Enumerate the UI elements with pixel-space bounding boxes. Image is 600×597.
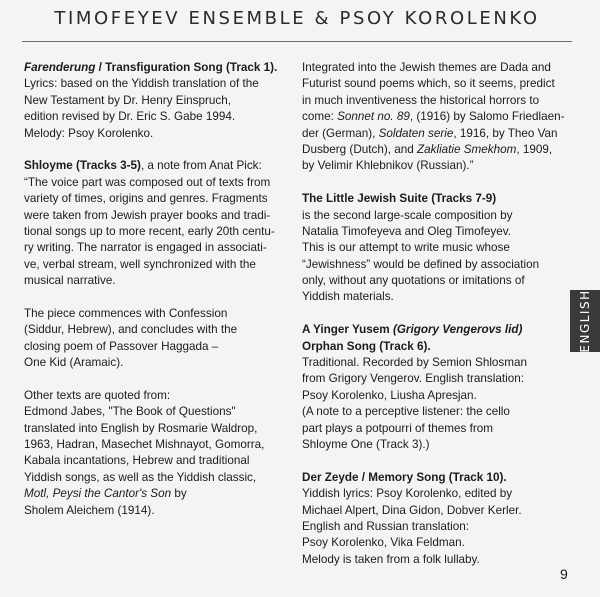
orphan-song-section: A Yinger Yusem (Grigory Vengerovs lid) Orphan Song (Track 6). Traditional. Recorded by Semion Shlosman from Grigory Vengerov. English translation: Psoy Korolenko, Liusha Apresjan. (A note to a perceptive listener: the cello part plays a potpourri of themes from Shloyme One (Track 3).) (302, 322, 562, 453)
page-header-title: TIMOFEYEV ENSEMBLE & PSOY KOROLENKO (54, 8, 540, 29)
language-tab-label: ENGLISH (578, 289, 592, 353)
confession-paragraph: The piece commences with Confession (Siddur, Hebrew), and concludes with the closing poem of Passover Haggada – One Kid (Aramaic). (24, 306, 238, 370)
page-number: 9 (560, 566, 568, 582)
memory-song-section: Der Zeyde / Memory Song (Track 10). Yiddish lyrics: Psoy Korolenko, edited by Michael Alpert, Dina Gidon, Dobver Kerler. English and Russian translation: Psoy Korolenko, Vika Feldman. Melody is taken from a folk lullaby. (302, 470, 562, 568)
right-column (302, 60, 565, 585)
shloyme-title: Shloyme (Tracks 3-5), a note from Anat Pick: (24, 159, 262, 173)
language-tab (570, 290, 600, 352)
left-column (24, 60, 284, 535)
farenderung-title: Farenderung / Transfiguration Song (Track 1). (24, 61, 278, 74)
der-zeyde-title: Der Zeyde / Memory Song (Track 10). (302, 470, 507, 484)
shloyme-section: Shloyme (Tracks 3-5), a note from Anat Pick: “The voice part was composed out of texts from variety of times, origins and genres. Fragments were taken from Jewish prayer books and tradi- tional songs up to more recent, early 20th centu- ry writing. The narrator is engaged in associati- ve, verbal stream, well synchronized with the musical narrative. (24, 158, 284, 289)
orphan-song-title: Orphan Song (Track 6). (302, 339, 431, 353)
farenderung-section: Farenderung / Transfiguration Song (Track 1). Lyrics: based on the Yiddish translation of the New Testament by Dr. Henry Einspruch, edition revised by Dr. Eric S. Gabe 1994. Melody: Psoy Korolenko. (24, 60, 284, 142)
header-rule (22, 41, 572, 42)
other-texts-paragraph: Other texts are quoted from: Edmond Jabes, "The Book of Questions" translated into English by Rosmarie Waldrop, 1963, Hadran, Masechet Mishnayot, Gomorra, Kabala incantations, Hebrew and traditional Yiddish songs, as well as the Yiddish classic, Motl, Peysi the Cantor's Son by Sholem Aleichem (1914). (24, 388, 265, 517)
yinger-yusem-title: A Yinger Yusem (Grigory Vengerovs lid) (302, 323, 523, 337)
little-jewish-suite-title: The Little Jewish Suite (Tracks 7-9) (302, 192, 497, 206)
dada-paragraph: Integrated into the Jewish themes are Dada and Futurist sound poems which, so it seems, predict in much inventiveness the historical horrors to come: Sonnet no. 89, (1916) by Salomo Friedlaen- der (German), Soldaten serie, 1916, by Theo Van Dusberg (Dutch), and Zakliatie Smekhom, 1909, by Velimir Khlebnikov (Russian).” (302, 61, 565, 173)
little-jewish-suite-section: The Little Jewish Suite (Tracks 7-9) is the second large-scale composition by Natalia Timofeyeva and Oleg Timofeyev. This is our attempt to write music whose “Jewishness” would be defined by association only, without any quotations or imitations of Yiddish materials. (302, 191, 562, 306)
